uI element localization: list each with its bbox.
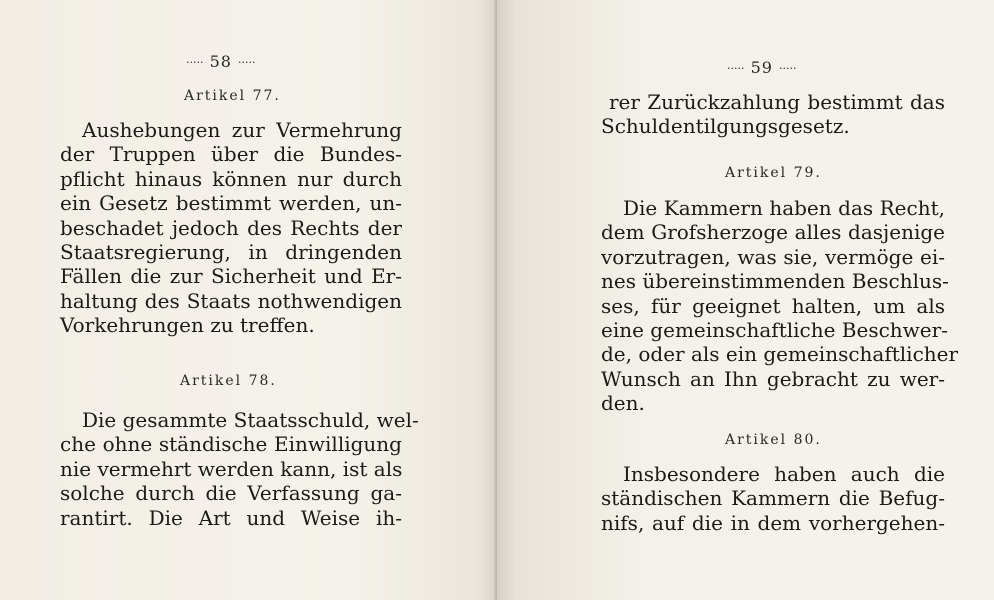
- text-line: ständischen Kammern die Befug-: [601, 486, 945, 511]
- text-line: solche durch die Verfassung ga-: [60, 481, 402, 506]
- text-line: rer Zurückzahlung bestimmt das: [609, 90, 945, 114]
- text-line: Die gesammte Staatsschuld, wel-: [82, 408, 419, 432]
- text-line: nes übereinstimmenden Beschlus-: [601, 269, 949, 294]
- article-79-text: [601, 196, 959, 416]
- text-line: pflicht hinaus können nur durch: [60, 166, 402, 191]
- text-line: Die Kammern haben das Recht,: [623, 196, 945, 220]
- text-line: eine gemeinschaftliche Beschwer-: [601, 317, 948, 342]
- continuation-text: [601, 90, 945, 139]
- text-line: ses, für geeignet halten, um als: [601, 293, 945, 318]
- text-line: ein Gesetz bestimmt werden, un-: [60, 191, 402, 216]
- article-heading-77: Artikel 77.: [184, 88, 281, 104]
- text-line: Wunsch an Ihn gebracht zu wer-: [601, 366, 945, 391]
- text-line: Staatsregierung, in dringenden: [60, 239, 402, 264]
- article-80-text: [601, 462, 945, 535]
- text-line: Aushebungen zur Vermehrung: [82, 118, 402, 142]
- text-line: vorzutragen, was sie, vermöge ei-: [601, 244, 945, 269]
- text-line: den.: [601, 391, 645, 416]
- text-line: Schuldentilgungsgesetz.: [601, 114, 850, 139]
- text-line: rantirt. Die Art und Weise ih-: [60, 505, 402, 530]
- text-line: der Truppen über die Bundes-: [60, 142, 402, 167]
- article-heading-79: Artikel 79.: [725, 165, 822, 181]
- text-line: dem Grofsherzoge alles dasjenige: [601, 220, 945, 245]
- right-page: [497, 0, 994, 600]
- text-line: che ohne ständische Einwilligung: [60, 432, 402, 457]
- text-line: Fällen die zur Sicherheit und Er-: [60, 264, 402, 289]
- page-number-right: ····· 59 ·····: [727, 58, 797, 77]
- text-line: Insbesondere haben auch die: [623, 462, 945, 486]
- text-line: beschadet jedoch des Rechts der: [60, 215, 402, 240]
- article-78-text: [60, 408, 419, 530]
- page-number-value: 58: [209, 52, 232, 71]
- article-77-text: [60, 118, 402, 338]
- page-number-left: ····· 58 ·····: [186, 52, 256, 71]
- page-number-value: 59: [750, 58, 773, 77]
- article-heading-78: Artikel 78.: [180, 373, 277, 389]
- text-line: de, oder als ein gemeinschaftlicher: [601, 342, 959, 367]
- text-line: Vorkehrungen zu treffen.: [60, 313, 315, 338]
- article-heading-80: Artikel 80.: [725, 432, 822, 448]
- text-line: nifs, auf die in dem vorhergehen-: [601, 510, 945, 535]
- text-line: haltung des Staats nothwendigen: [60, 288, 402, 313]
- text-line: nie vermehrt werden kann, ist als: [60, 456, 403, 481]
